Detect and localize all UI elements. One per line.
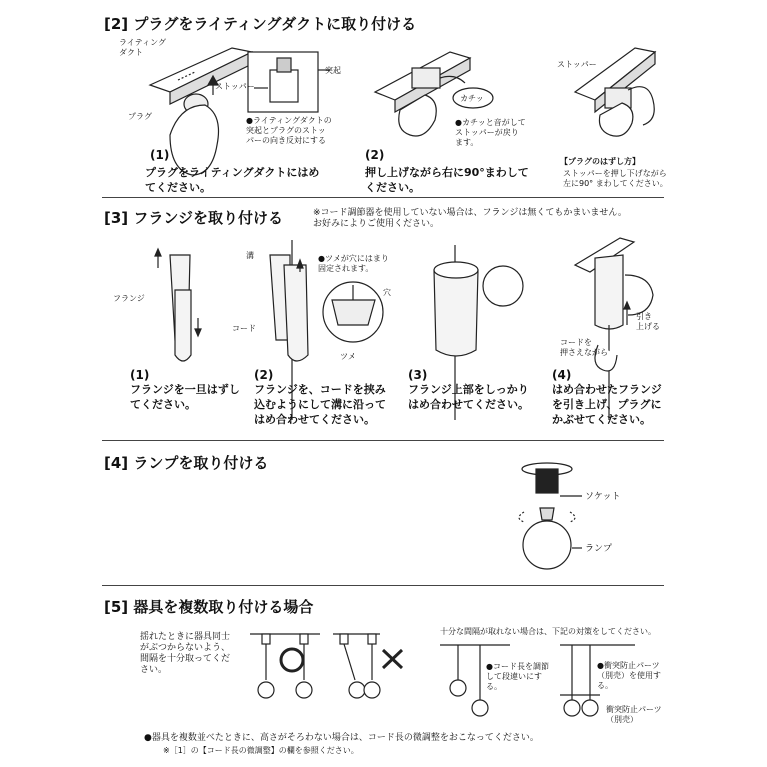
label-hole: 穴 [383, 288, 391, 297]
section-2-title: [2] プラグをライティングダクトに取り付ける [104, 15, 417, 33]
label-plug: プラグ [128, 112, 152, 121]
parts-label: 衝突防止パーツ （別売） [606, 705, 662, 724]
step-2-2-text: 押し上げながら右に90°まわして ください。 [365, 166, 529, 194]
step-3-3-text: フランジ上部をしっかり はめ合わせてください。 [408, 383, 529, 411]
label-protrusion: 突起 [325, 66, 341, 75]
remove-text: ストッパーを押し下げながら 左に90° まわしてください。 [563, 169, 668, 188]
remove-title: 【プラグのはずし方】 [560, 157, 640, 166]
fixtures-ok [250, 634, 320, 698]
note-orientation: ●ライティングダクトの 突起とプラグのストッ パーの向き反対にする [246, 116, 332, 145]
divider-2 [102, 440, 664, 441]
flange-step1 [155, 249, 201, 361]
lamp-illustration [519, 463, 582, 569]
section-4-title: [4] ランプを取り付ける [104, 454, 269, 472]
step-2-1-text: プラグをライティングダクトにはめ てください。 [145, 166, 320, 194]
label-cord: コード [232, 324, 256, 333]
divider-1 [102, 197, 664, 198]
section-3-note: ※コード調節器を使用していない場合は、フランジは無くてもかまいません。 お好みによりご使用ください。 [313, 208, 627, 229]
step-2-2-num: (2) [365, 148, 385, 162]
note-tab: ●ツメが穴にはまり 固定されます。 [318, 254, 389, 273]
measure-1: ●コード長を調節 して段違いにす る。 [486, 662, 549, 691]
label-flange: フランジ [113, 294, 145, 303]
step-3-2-num: (2) [254, 368, 274, 382]
label-stopper-2: ストッパー [557, 60, 597, 69]
step-3-1-num: (1) [130, 368, 150, 382]
fixtures-ng [333, 634, 402, 698]
step-2-1-num: (1) [150, 148, 170, 162]
measure-2: ●衝突防止パーツ （別売）を使用す る。 [597, 661, 661, 690]
label-duct: ライティング ダクト [119, 38, 166, 57]
section-5-title: [5] 器具を複数取り付ける場合 [104, 598, 314, 616]
step-3-4-text: はめ合わせたフランジ を引き上げ、プラグに かぶせてください。 [552, 383, 662, 426]
intro-text: 揺れたときに器具同士 がぶつからないよう、 間隔を十分取ってくだ さい。 [140, 632, 231, 675]
step-3-2-text: フランジを、コードを挟み 込むようにして溝に沿って はめ合わせてください。 [254, 383, 386, 426]
step-3-1-text: フランジを一旦はずし てください。 [130, 383, 240, 411]
label-groove: 溝 [246, 251, 254, 260]
label-tab: ツメ [340, 352, 356, 361]
step-3-4-num: (4) [552, 368, 572, 382]
note-click: ●カチッと音がして ストッパーが戻り ます。 [455, 118, 526, 147]
label-press-cord: コードを 押さえながら [560, 338, 608, 357]
divider-3 [102, 585, 664, 586]
stopper-detail [248, 52, 330, 112]
section-3-title: [3] フランジを取り付ける [104, 209, 283, 227]
insufficient-text: 十分な間隔が取れない場合は、下記の対策をしてください。 [440, 627, 656, 636]
label-click: カチッ [460, 94, 484, 103]
footer-ref: ※［1］の【コード長の微調整】の欄を参照ください。 [163, 746, 359, 755]
step-3-3-num: (3) [408, 368, 428, 382]
label-socket: ソケット [585, 492, 621, 502]
label-pull-up: 引き 上げる [636, 312, 660, 331]
label-stopper: ストッパー [215, 82, 255, 91]
label-lamp: ランプ [585, 544, 613, 554]
footer-note: ●器具を複数並べたときに、高さがそろわない場合は、コード長の微調整をおこなってください。 [144, 733, 539, 743]
